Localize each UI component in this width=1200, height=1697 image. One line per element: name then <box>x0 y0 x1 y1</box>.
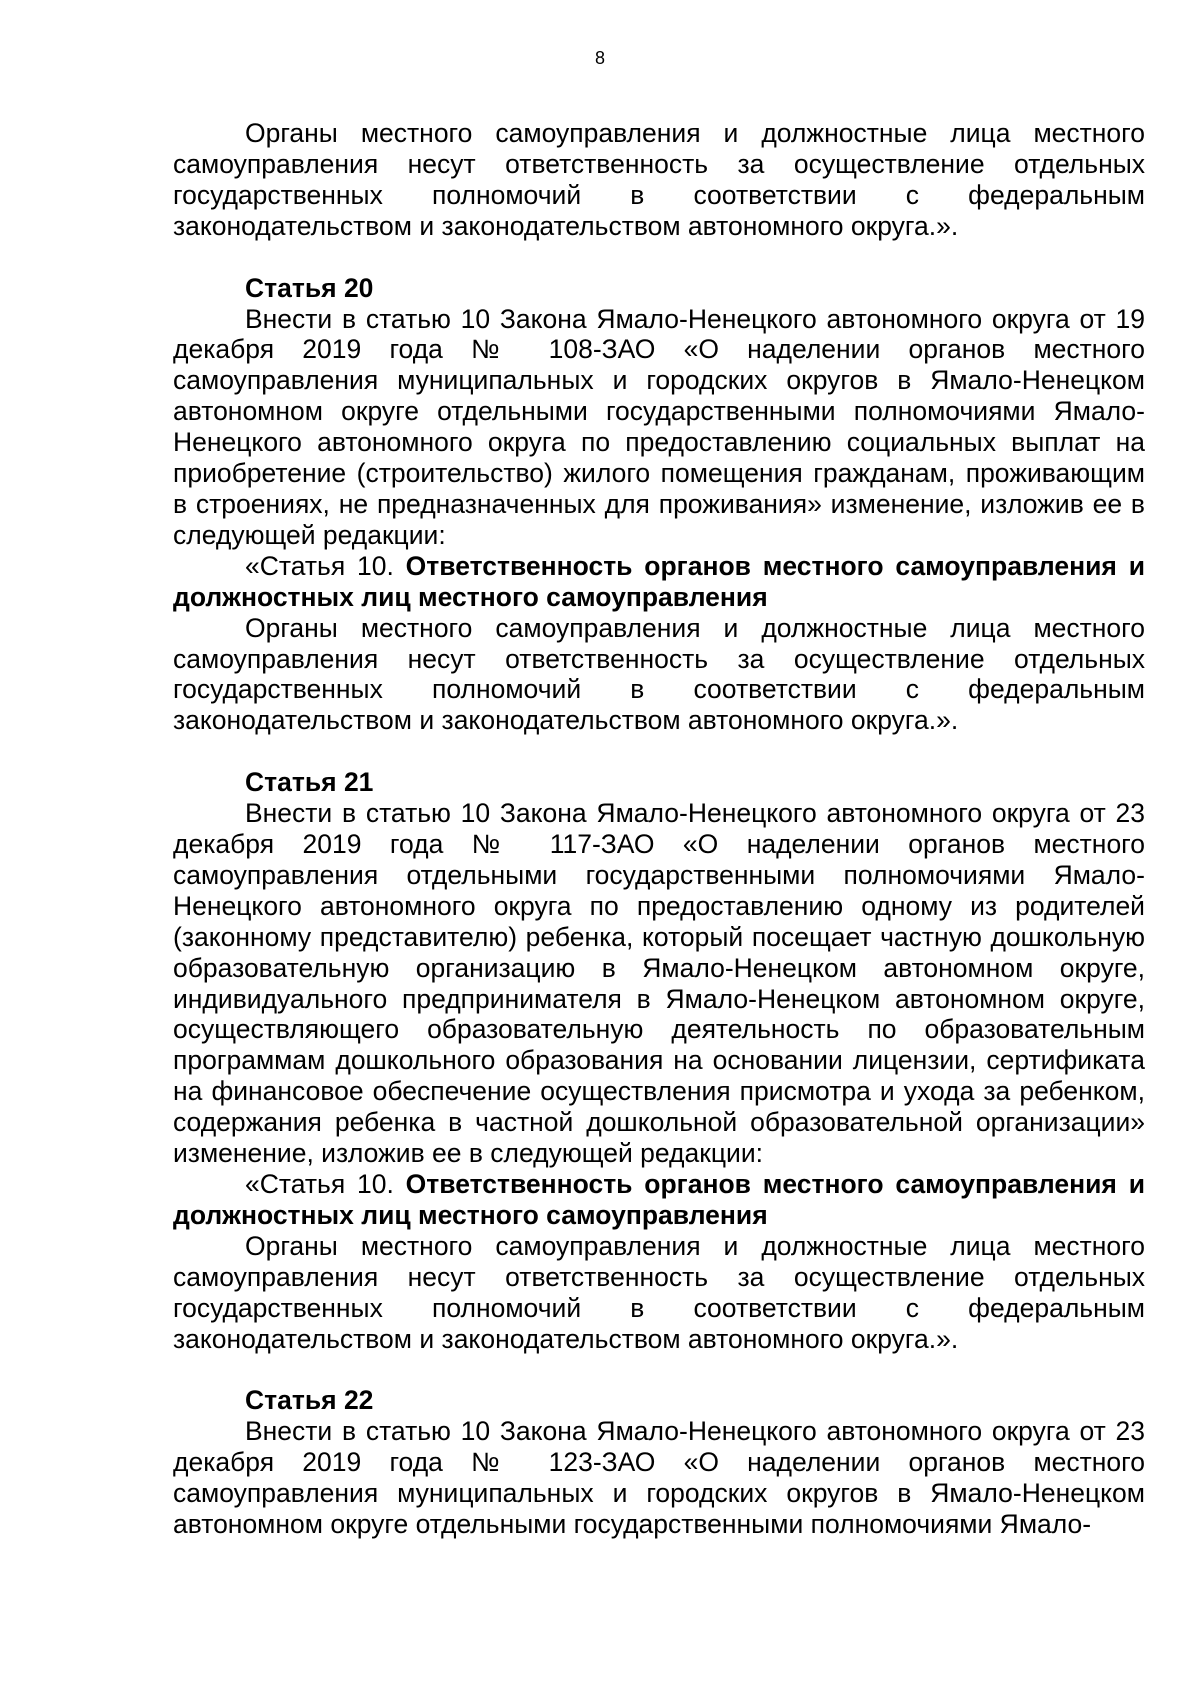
article-title <box>173 1169 1145 1231</box>
document-body <box>173 118 1145 1540</box>
page-number: 8 <box>594 48 605 68</box>
article-title-prefix: «Статья 10. <box>245 1169 406 1199</box>
paragraph: Внести в статью 10 Закона Ямало-Ненецкого автономного округа от 19 декабря 2019 года № 108-ЗАО «О наделении органов местного самоуправления муниципальных и городских округов в Ямало-Ненецком автономном округе отдельными государственными полномочиями Ямало-Ненецкого автономного округа по предоставлению социальных выплат на приобретение (строительство) жилого помещения гражданам, проживающим в строениях, не предназначенных для проживания» изменение, изложив ее в следующей редакции: <box>173 303 1145 550</box>
spacer <box>173 1354 1145 1385</box>
article-title-text: Ответственность органов местного самоуправления и должностных лиц местного самоуправления <box>173 1169 1145 1230</box>
article-title <box>173 551 1145 613</box>
spacer <box>173 736 1145 767</box>
article-title-text: Ответственность органов местного самоуправления и должностных лиц местного самоуправления <box>173 550 1145 612</box>
article-heading: Статья 20 <box>245 272 374 303</box>
paragraph: Органы местного самоуправления и должностные лица местного самоуправления несут ответственность за осуществление отдельных государственных полномочий в соответствии с федеральным законодательством и законодательством автономного округа.». <box>173 1230 1145 1354</box>
paragraph: Органы местного самоуправления и должностные лица местного самоуправления несут ответственность за осуществление отдельных государственных полномочий в соответствии с федеральным законодательством и законодательством автономного округа.». <box>173 612 1145 736</box>
spacer <box>173 242 1145 273</box>
paragraph: Внести в статью 10 Закона Ямало-Ненецкого автономного округа от 23 декабря 2019 года № 123-ЗАО «О наделении органов местного самоуправления муниципальных и городских округов в Ямало-Ненецком автономном округе отдельными государственными полномочиями Ямало- <box>173 1416 1145 1540</box>
article-heading: Статья 22 <box>245 1385 374 1416</box>
paragraph: Внести в статью 10 Закона Ямало-Ненецкого автономного округа от 23 декабря 2019 года № 117-ЗАО «О наделении органов местного самоуправления отдельными государственными полномочиями Ямало-Ненецкого автономного округа по предоставлению одному из родителей (законному представителю) ребенка, который посещает частную дошкольную образовательную организацию в Ямало-Ненецком автономном округе, индивидуального предпринимателя в Ямало-Ненецком автономном округе, осуществляющего образовательную деятельность по образовательным программам дошкольного образования на основании лицензии, сертификата на финансовое обеспечение осуществления присмотра и ухода за ребенком, содержания ребенка в частной дошкольной образовательной организации» изменение, изложив ее в следующей редакции: <box>173 798 1145 1169</box>
paragraph: Органы местного самоуправления и должностные лица местного самоуправления несут ответственность за осуществление отдельных государственных полномочий в соответствии с федеральным законодательством и законодательством автономного округа.». <box>173 118 1145 241</box>
article-title-prefix: «Статья 10. <box>245 550 406 581</box>
article-heading: Статья 21 <box>245 767 374 798</box>
